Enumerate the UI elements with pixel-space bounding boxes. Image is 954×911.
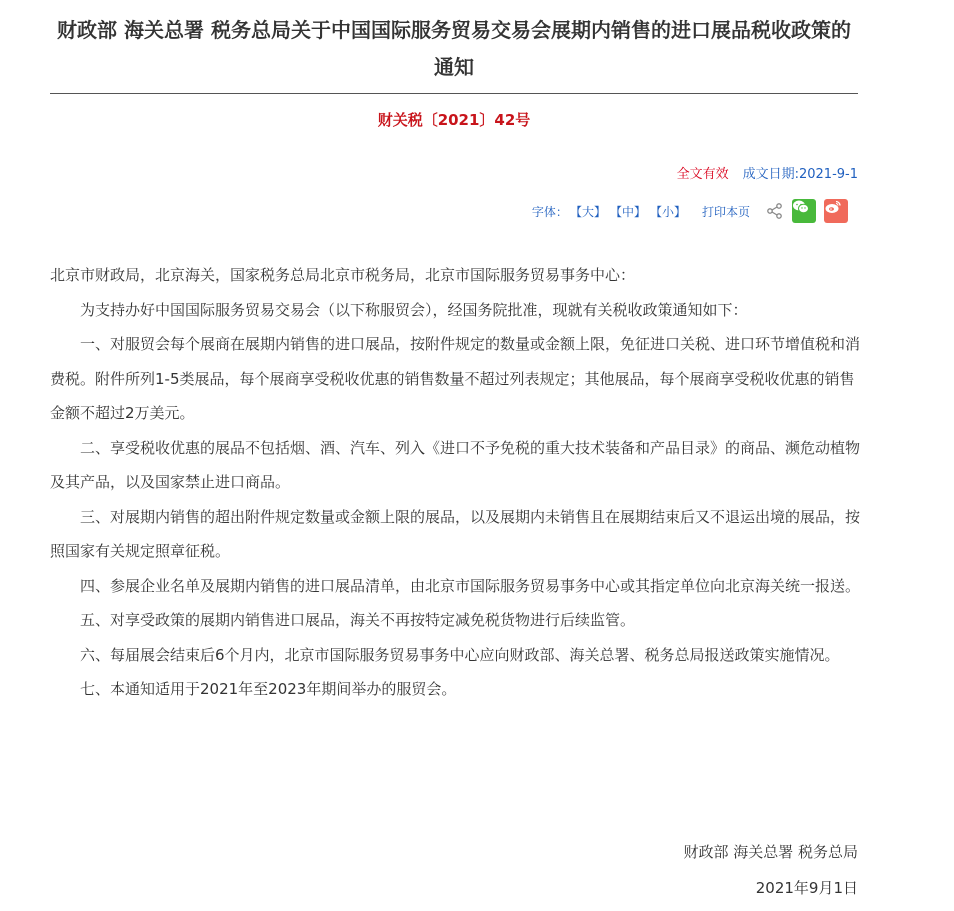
issuing-agencies: 财政部 海关总署 税务总局 [683,843,858,861]
paragraph-3: 三、对展期内销售的超出附件规定数量或金额上限的展品，以及展期内未销售且在展期结束后又不退运出境的展品，按照国家有关规定照章征税。 [50,507,861,560]
document-title: 财政部 海关总署 税务总局关于中国国际服务贸易交易会展期内销售的进口展品税收政策的通知 [57,18,851,79]
paragraph-6: 六、每届展会结束后6个月内，北京市国际服务贸易事务中心应向财政部、海关总署、税务总局报送政策实施情况。 [80,645,840,664]
addressee: 北京市财政局，北京海关，国家税务总局北京市税务局，北京市国际服务贸易事务中心： [50,266,636,284]
date-label: 成文日期: [742,167,799,182]
paragraph-7: 七、本通知适用于2021年至2023年期间举办的服贸会。 [80,680,457,698]
share-icon[interactable] [766,202,784,220]
title-divider [50,93,858,94]
paragraph-4: 四、参展企业名单及展期内销售的进口展品清单，由北京市国际服务贸易事务中心或其指定单位向北京海关统一报送。 [80,576,861,595]
date-value: 2021-9-1 [798,167,858,182]
paragraph-intro: 为支持办好中国国际服务贸易交易会（以下称服贸会），经国务院批准，现就有关税收政策通知如下： [80,300,748,319]
document-body [50,258,860,707]
paragraph-1: 一、对服贸会每个展商在展期内销售的进口展品，按附件规定的数量或金额上限，免征进口关税、进口环节增值税和消费税。附件所列1-5类展品，每个展商享受税收优惠的销售数量不超过列表规定；其他展品，每个展商享受税收优惠的销售金额不超过2万美元。 [50,335,861,422]
font-medium-link[interactable]: 【中】 [609,204,646,219]
signature-date: 2021年9月1日 [755,879,858,897]
document-meta [677,165,858,185]
wechat-icon[interactable] [792,199,816,223]
toolbar [532,197,848,225]
font-size-label: 字体： [531,204,568,219]
font-small-link[interactable]: 【小】 [649,204,686,219]
paragraph-5: 五、对享受政策的展期内销售进口展品，海关不再按特定减免税货物进行后续监管。 [80,611,636,629]
paragraph-2: 二、享受税收优惠的展品不包括烟、酒、汽车、列入《进口不予免税的重大技术装备和产品目录》的商品、濒危动植物及其产品，以及国家禁止进口商品。 [50,438,861,491]
weibo-icon[interactable] [824,199,848,223]
print-link[interactable]: 打印本页 [701,204,750,219]
validity-status: 全文有效 [676,167,729,182]
font-large-link[interactable]: 【大】 [569,204,606,219]
document-number: 财关税〔2021〕42号 [377,111,531,129]
